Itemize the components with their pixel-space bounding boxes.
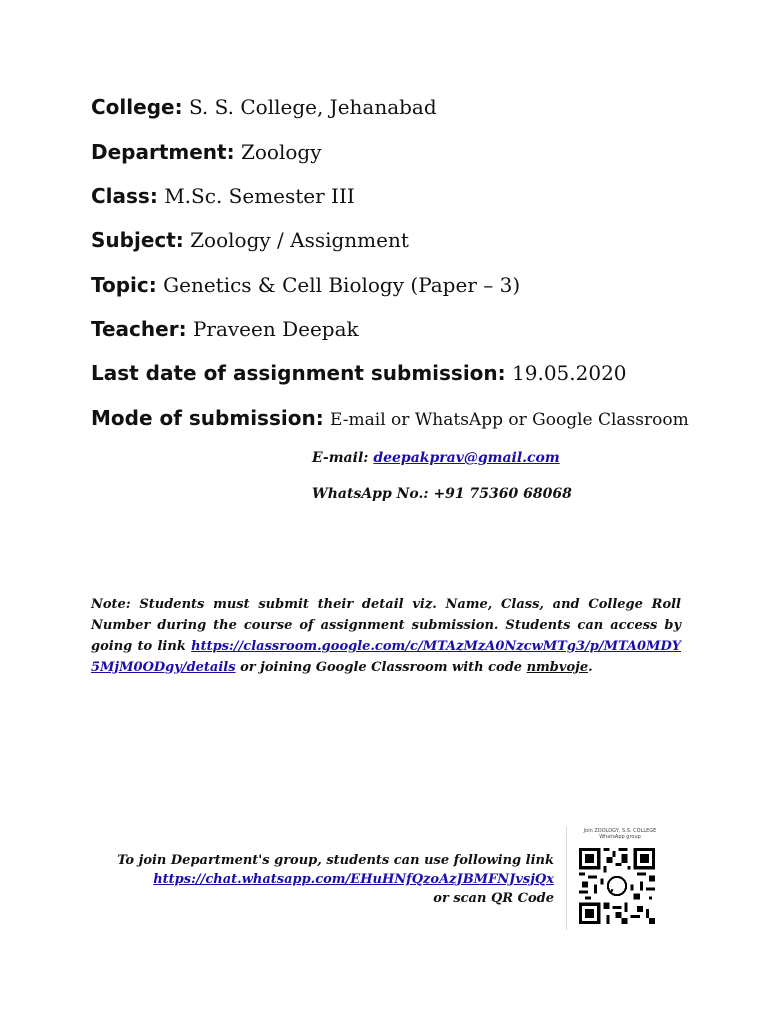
group-text: To join Department's group, students can use following link	[117, 853, 554, 868]
whatsapp-group-link[interactable]: https://chat.whatsapp.com/EHuHNfQzoAzJBMFNJvsjQx	[153, 872, 554, 887]
qr-code-image[interactable]	[579, 848, 655, 924]
mode-label: Mode of submission:	[91, 406, 324, 430]
last-date-label: Last date of assignment submission:	[91, 361, 506, 385]
classroom-link[interactable]: https://classroom.google.com/c/MTAzMzA0NzcwMTg3/p/MTA0MDY5MjM0ODgy/details	[91, 639, 681, 675]
whatsapp-number: WhatsApp No.: +91 75360 68068	[312, 486, 572, 502]
college-value: S. S. College, Jehanabad	[188, 95, 437, 119]
teacher-line	[91, 317, 359, 341]
note-period: .	[588, 660, 593, 675]
topic-line	[91, 273, 520, 297]
note-text: Note: Students must submit their detail viz. Name, Class, and College Roll Number during the course of assignment submission. Students can access by going to link	[91, 597, 681, 654]
classroom-code: nmbvoje	[526, 660, 589, 675]
topic-label: Topic:	[91, 273, 157, 297]
last-date-value: 19.05.2020	[512, 361, 627, 385]
teacher-value: Praveen Deepak	[192, 317, 359, 341]
subject-label: Subject:	[91, 228, 184, 252]
college-line	[91, 95, 437, 119]
subject-value: Zoology / Assignment	[190, 228, 409, 252]
qr-code-box	[566, 826, 667, 930]
group-info	[117, 851, 554, 908]
college-label: College:	[91, 95, 183, 119]
note-paragraph	[91, 594, 681, 678]
email-label: E-mail:	[312, 450, 369, 466]
teacher-label: Teacher:	[91, 317, 187, 341]
qr-caption: Join ZOOLOGY, S.S. COLLEGE WhatsApp group	[583, 828, 657, 840]
department-label: Department:	[91, 140, 235, 164]
qr-instruction: or scan QR Code	[433, 891, 554, 906]
last-date-line	[91, 361, 627, 385]
department-value: Zoology	[240, 140, 322, 164]
email-link[interactable]: deepakprav@gmail.com	[373, 450, 560, 466]
class-label: Class:	[91, 184, 158, 208]
email-line	[312, 450, 560, 466]
class-value: M.Sc. Semester III	[164, 184, 355, 208]
mode-line	[91, 406, 689, 430]
subject-line	[91, 228, 409, 252]
note-text-after: or joining Google Classroom with code	[240, 660, 523, 675]
department-line	[91, 140, 322, 164]
topic-value: Genetics & Cell Biology (Paper – 3)	[163, 273, 521, 297]
class-line	[91, 184, 355, 208]
mode-value: E-mail or WhatsApp or Google Classroom	[330, 410, 689, 430]
